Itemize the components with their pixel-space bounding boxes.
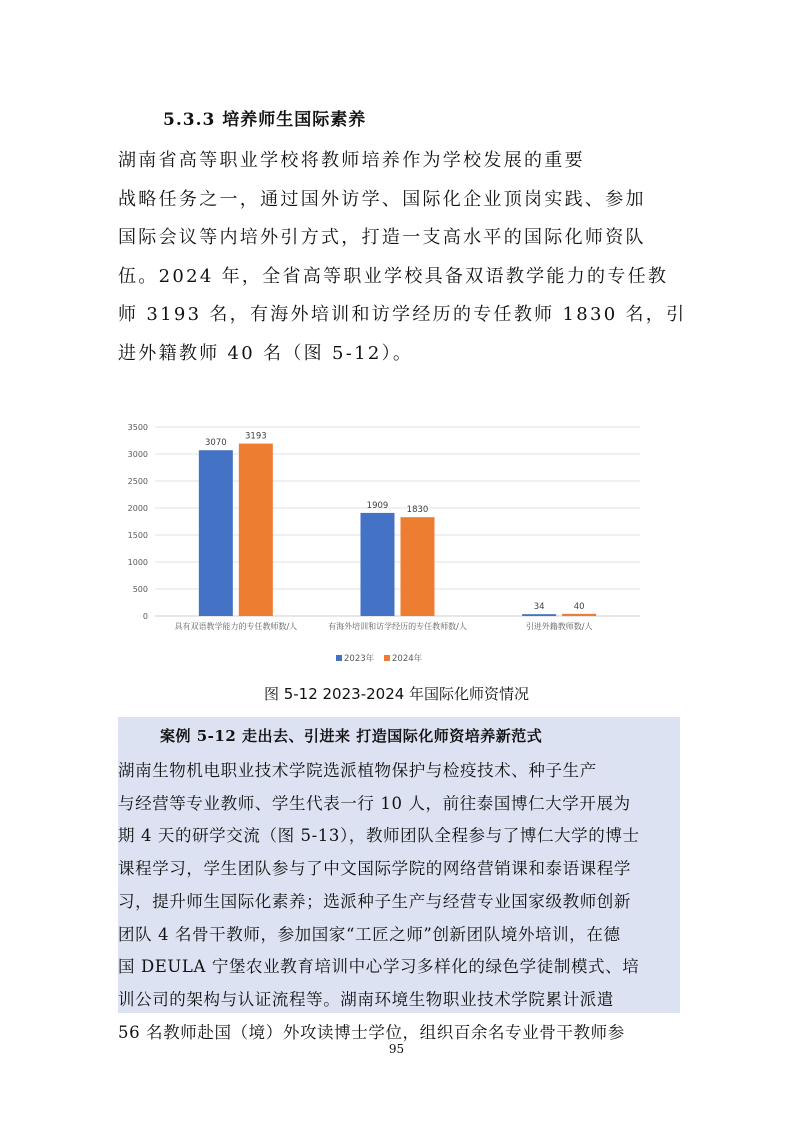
paragraph-line: 进外籍教师 40 名（图 5-12）。 xyxy=(118,342,414,364)
legend-swatch xyxy=(336,655,342,661)
bar-2024年 xyxy=(401,517,435,616)
y-tick-label: 500 xyxy=(132,585,148,594)
bar-2024年 xyxy=(239,444,273,616)
case-line: 习，提升师生国际化素养；选派种子生产与经营专业国家级教师创新 xyxy=(118,891,631,911)
case-line: 与经营等专业教师、学生代表一行 10 人，前往泰国博仁大学开展为 xyxy=(118,793,631,813)
case-line: 训公司的架构与认证流程等。湖南环境生物职业技术学院累计派遣 xyxy=(118,989,614,1009)
category-label: 引进外籍教师数/人 xyxy=(525,622,593,631)
case-line: 国 DEULA 宁堡农业教育培训中心学习多样化的绿色学徒制模式、培 xyxy=(118,957,640,977)
chart-svg xyxy=(110,412,650,677)
y-tick-label: 0 xyxy=(142,612,148,621)
bar-2023年 xyxy=(361,513,395,616)
data-label: 3070 xyxy=(205,438,227,449)
y-tick-label: 1000 xyxy=(127,558,148,567)
case-box xyxy=(118,717,680,1042)
y-tick-label: 1500 xyxy=(127,531,148,540)
legend-label: 2024年 xyxy=(392,654,423,664)
paragraph-line: 伍。2024 年，全省高等职业学校具备双语教学能力的专任教 xyxy=(118,265,669,287)
case-line: 课程学习，学生团队参与了中文国际学院的网络营销课和泰语课程学 xyxy=(118,859,631,879)
page-number: 95 xyxy=(388,1042,405,1056)
category-label: 具有双语教学能力的专任教师数/人 xyxy=(174,622,298,631)
bar-chart xyxy=(110,412,650,677)
paragraph-line: 湖南省高等职业学校将教师培养作为学校发展的重要 xyxy=(118,150,585,171)
data-label: 3193 xyxy=(245,431,267,442)
data-label: 1830 xyxy=(406,505,429,516)
figure-caption: 图 5-12 2023-2024 年国际化师资情况 xyxy=(263,685,530,703)
legend-label: 2023年 xyxy=(344,654,375,664)
case-line: 56 名教师赴国（境）外攻读博士学位，组织百余名专业骨干教师参 xyxy=(118,1022,625,1042)
bar-2024年 xyxy=(562,614,596,616)
paragraph-line: 师 3193 名，有海外培训和访学经历的专任教师 1830 名，引 xyxy=(118,304,687,325)
data-label: 40 xyxy=(573,601,585,612)
y-tick-label: 2500 xyxy=(127,477,148,486)
category-label: 有海外培训和访学经历的专任教师数/人 xyxy=(328,622,467,631)
legend-swatch xyxy=(384,655,390,661)
case-title: 案例 5-12 走出去、引进来 打造国际化师资培养新范式 xyxy=(160,727,543,745)
case-body xyxy=(118,755,680,1049)
y-tick-label: 2000 xyxy=(127,504,148,513)
data-label: 34 xyxy=(533,602,545,613)
bar-2023年 xyxy=(522,614,556,616)
paragraph-line: 国际会议等内培外引方式，打造一支高水平的国际化师资队 xyxy=(118,227,646,248)
y-tick-label: 3000 xyxy=(127,450,148,459)
paragraph-line: 战略任务之一，通过国外访学、国际化企业顶岗实践、参加 xyxy=(118,188,646,210)
section-heading: 5.3.3 培养师生国际素养 xyxy=(163,110,367,130)
y-tick-label: 3500 xyxy=(127,423,148,432)
case-line: 期 4 天的研学交流（图 5-13），教师团队全程参与了博仁大学的博士 xyxy=(118,826,640,846)
bar-2023年 xyxy=(199,450,233,616)
section-paragraph xyxy=(118,142,687,373)
case-line: 团队 4 名骨干教师，参加国家“工匠之师”创新团队境外培训，在德 xyxy=(118,924,621,944)
data-label: 1909 xyxy=(366,500,389,511)
case-line: 湖南生物机电职业技术学院选派植物保护与检疫技术、种子生产 xyxy=(118,761,597,780)
